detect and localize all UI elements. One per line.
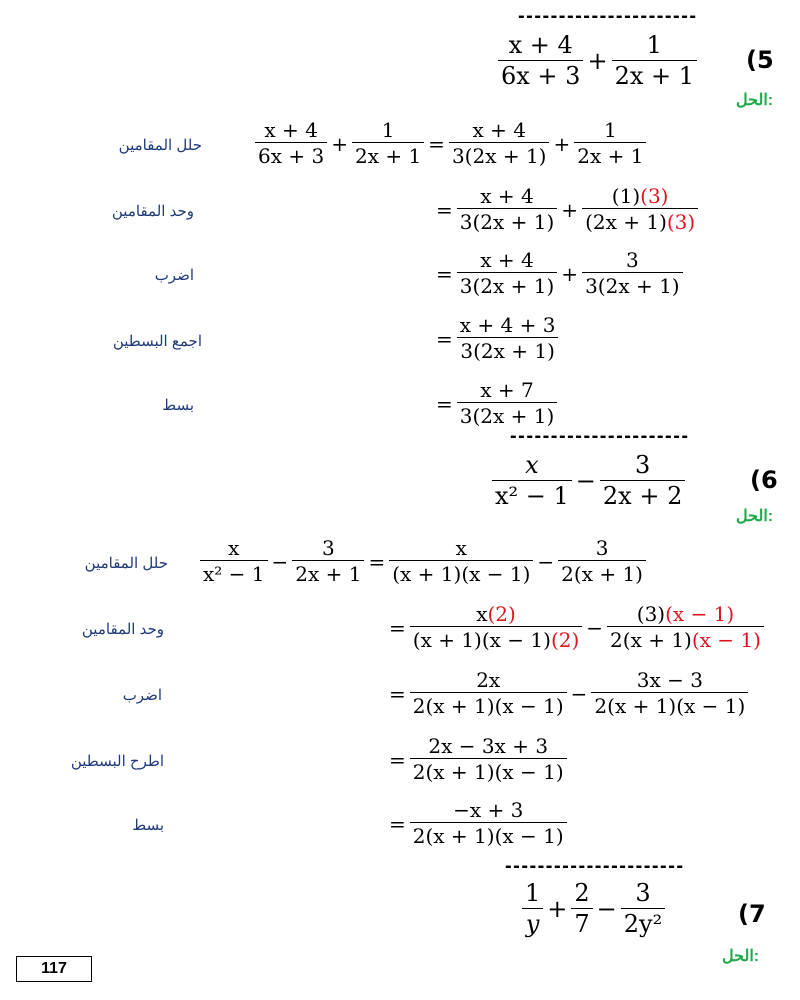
problem-5-question: $\frac{x + 4}{6x + 3}$ + $\frac{1}{2x + 1}$	[498, 30, 697, 91]
step-label: وحد المقامين	[111, 203, 194, 220]
step-equation: = $\frac{2x - 3x + 3}{2(x + 1)(x - 1)}$	[385, 734, 567, 785]
step-label: اضرب	[122, 687, 162, 704]
separator-line: ----------------------	[505, 855, 685, 877]
step-equation: = $\frac{x + 4 + 3}{3(2x + 1)}$	[432, 313, 558, 364]
step-label: بسط	[162, 397, 194, 414]
step-label: اضرب	[154, 267, 194, 284]
step-equation: = $\frac{x(2)}{(x + 1)(x - 1)(2)}$ − $\frac{(3)(x - 1)}{2(x + 1)(x - 1)}$	[385, 602, 764, 653]
solution-label: الحل:	[722, 948, 760, 965]
solution-label: الحل:	[736, 92, 774, 109]
step-equation: = $\frac{x + 4}{3(2x + 1)}$ + $\frac{(1)(3)}{(2x + 1)(3)}$	[432, 184, 698, 235]
step-equation: = $\frac{x + 4}{3(2x + 1)}$ + $\frac{3}{3(2x + 1)}$	[432, 248, 683, 299]
problem-5-number: (5	[746, 46, 774, 74]
step-equation: = $\frac{x + 7}{3(2x + 1)}$	[432, 378, 557, 429]
step-label: بسط	[132, 817, 164, 834]
step-label: اجمع البسطين	[112, 333, 202, 350]
problem-6-question: $\frac{x}{\text{x² − 1}}$ − $\frac{3}{2x + 2}$	[492, 450, 685, 511]
separator-line: ----------------------	[518, 5, 698, 27]
step-equation: = $\frac{2x}{2(x + 1)(x - 1)}$ − $\frac{3x - 3}{2(x + 1)(x - 1)}$	[385, 668, 748, 719]
problem-6-number: (6	[750, 466, 778, 494]
step-equation: = $\frac{-x + 3}{2(x + 1)(x - 1)}$	[385, 798, 567, 849]
step-label: وحد المقامين	[81, 621, 164, 638]
step-equation: $\frac{x + 4}{6x + 3}$ + $\frac{1}{2x + 1}$ = $\frac{x + 4}{3(2x + 1)}$ + $\frac{1}{2x + 1}$	[255, 118, 646, 169]
step-label: حلل المقامين	[118, 137, 202, 154]
step-equation: $\frac{x}{\text{x² − 1}}$ − $\frac{3}{2x + 1}$ = $\frac{x}{(x + 1)(x - 1)}$ − $\frac{3}{2(x + 1)}$	[200, 536, 646, 587]
step-label: حلل المقامين	[84, 555, 168, 572]
step-label: اطرح البسطين	[70, 753, 164, 770]
problem-7-question: $\frac{1}{y}$ + $\frac{2}{7}$ − $\frac{3}{\text{2y²}}$	[522, 878, 665, 939]
separator-line: ----------------------	[510, 425, 690, 447]
solution-label: الحل:	[736, 508, 774, 525]
page-number: 117	[16, 956, 92, 982]
problem-7-number: (7	[738, 900, 766, 928]
